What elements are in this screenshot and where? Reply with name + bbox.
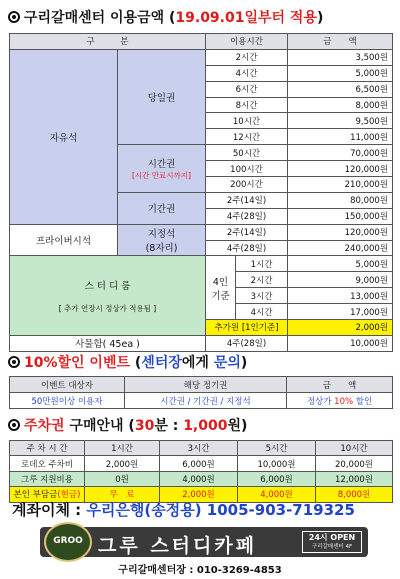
duration-cell: 8시간: [206, 97, 288, 113]
discount-heading: 10%할인 이벤트 (센터장에게 문의): [8, 354, 247, 372]
account-info: 계좌이체 : 우리은행(송정용) 1005-903-719325: [12, 501, 355, 519]
duration-cell: 4주(28일): [206, 240, 288, 256]
duration-cell: 2시간: [206, 49, 288, 65]
fee-cell: 4,000원: [160, 471, 238, 486]
col-duration: 이용시간: [206, 34, 288, 50]
fee-cell: 2,000원: [85, 456, 160, 471]
brand-title: 그루 스터디카페: [98, 535, 258, 557]
four-person-basis: 4인 기준: [206, 256, 236, 320]
fee-cell: 8,000원: [316, 487, 393, 502]
col-10h: 10시간: [316, 441, 393, 456]
price-cell: 17,000원: [288, 304, 393, 320]
duration-cell: 50시간: [206, 145, 288, 161]
time-pass-label: 시간권 [시간 만료시까지]: [118, 145, 206, 193]
price-cell: 10,000원: [288, 335, 393, 351]
price-cell: 70,000원: [288, 145, 393, 161]
account-number: 1005-903-719325: [201, 501, 355, 519]
price-cell: 8,000원: [288, 97, 393, 113]
extra-person-label: 추가원 [1인기준]: [206, 320, 288, 336]
event-target: 50만원이상 이용자: [10, 393, 125, 409]
discount-table: [9, 376, 393, 409]
private-seat-label: 프라이버시석: [10, 224, 118, 256]
price-cell: 6,500원: [288, 81, 393, 97]
price-cell: 120,000원: [288, 224, 393, 240]
open-badge: 24시 OPEN 구리갈매센터 4F: [302, 531, 362, 553]
time-pass-note: [시간 만료시까지]: [132, 171, 191, 181]
duration-cell: 4시간: [206, 65, 288, 81]
groo-logo-icon: GROO: [44, 522, 92, 562]
fee-cell: 12,000원: [316, 471, 393, 486]
bank-name: 우리은행(송정용): [86, 501, 202, 519]
fee-cell: 무 료: [85, 487, 160, 502]
fee-cell: 10,000원: [238, 456, 316, 471]
study-room-label: 스 터 디 룸 [ 추가 연장시 정상가 적용됨 ]: [10, 256, 206, 335]
event-passes: 시간권 / 기간권 / 지정석: [125, 393, 287, 409]
price-cell: 5,000원: [288, 65, 393, 81]
day-pass-label: 당일권: [118, 49, 206, 144]
fee-cell: 0원: [85, 471, 160, 486]
duration-cell: 2주(14일): [206, 192, 288, 208]
price-cell: 9,000원: [288, 272, 393, 288]
price-cell: 9,500원: [288, 113, 393, 129]
row-label: 그루 지원비용: [10, 471, 85, 486]
price-cell: 240,000원: [288, 240, 393, 256]
col-target: 이벤트 대상자: [10, 377, 125, 393]
bullet-icon: [8, 419, 20, 431]
duration-cell: 4주(28일): [206, 335, 288, 351]
col-pass: 해당 정기권: [125, 377, 287, 393]
col-3h: 3시간: [160, 441, 238, 456]
fee-cell: 2,000원: [160, 487, 238, 502]
parking-heading: 주차권 구매안내 (30분 : 1,000원): [8, 417, 247, 435]
fee-cell: 6,000원: [160, 456, 238, 471]
table-row: [10, 471, 393, 486]
col-category: 구 분: [10, 34, 206, 50]
price-cell: 3,500원: [288, 49, 393, 65]
price-cell: 210,000원: [288, 177, 393, 193]
extra-person-price: 2,000원: [288, 320, 393, 336]
price-cell: 13,000원: [288, 288, 393, 304]
col-1h: 1시간: [85, 441, 160, 456]
duration-cell: 4시간: [236, 304, 288, 320]
col-price: 금 액: [287, 377, 393, 393]
bullet-icon: [8, 11, 20, 23]
duration-cell: 100시간: [206, 161, 288, 177]
col-parking-time: 주 차 시 간: [10, 441, 85, 456]
fee-cell: 6,000원: [238, 471, 316, 486]
duration-cell: 2시간: [236, 272, 288, 288]
row-label: 로데오 주차비: [10, 456, 85, 471]
price-heading: 구리갈매센터 이용금액 (19.09.01일부터 적용): [8, 9, 323, 27]
duration-cell: 1시간: [236, 256, 288, 272]
duration-cell: 3시간: [236, 288, 288, 304]
duration-cell: 4주(28일): [206, 208, 288, 224]
duration-cell: 10시간: [206, 113, 288, 129]
duration-cell: 2주(14일): [206, 224, 288, 240]
fee-cell: 20,000원: [316, 456, 393, 471]
duration-cell: 6시간: [206, 81, 288, 97]
period-pass-label: 기간권: [118, 192, 206, 224]
free-seat-label: 자유석: [10, 49, 118, 224]
fee-cell: 4,000원: [238, 487, 316, 502]
price-cell: 150,000원: [288, 208, 393, 224]
bullet-icon: [8, 356, 20, 368]
row-label: 본인 부담금(현금): [10, 487, 85, 502]
parking-table: [9, 440, 393, 503]
col-5h: 5시간: [238, 441, 316, 456]
study-room-note: [ 추가 연장시 정상가 적용됨 ]: [58, 303, 157, 313]
price-cell: 120,000원: [288, 161, 393, 177]
price-cell: 5,000원: [288, 256, 393, 272]
fixed-seat-label: 지정석 (8자리): [118, 224, 206, 256]
price-cell: 11,000원: [288, 129, 393, 145]
duration-cell: 200시간: [206, 177, 288, 193]
locker-label: 사물함( 45ea ): [10, 335, 206, 351]
usage-price-table: [9, 33, 393, 352]
date-note: 19.09.01일부터 적용: [175, 10, 317, 26]
price-cell: 80,000원: [288, 192, 393, 208]
event-price: 정상가 10% 할인: [287, 393, 393, 409]
contact-info: 구리갈매센터장 : 010-3269-4853: [118, 565, 282, 576]
duration-cell: 12시간: [206, 129, 288, 145]
col-price: 금 액: [288, 34, 393, 50]
table-row: [10, 456, 393, 471]
